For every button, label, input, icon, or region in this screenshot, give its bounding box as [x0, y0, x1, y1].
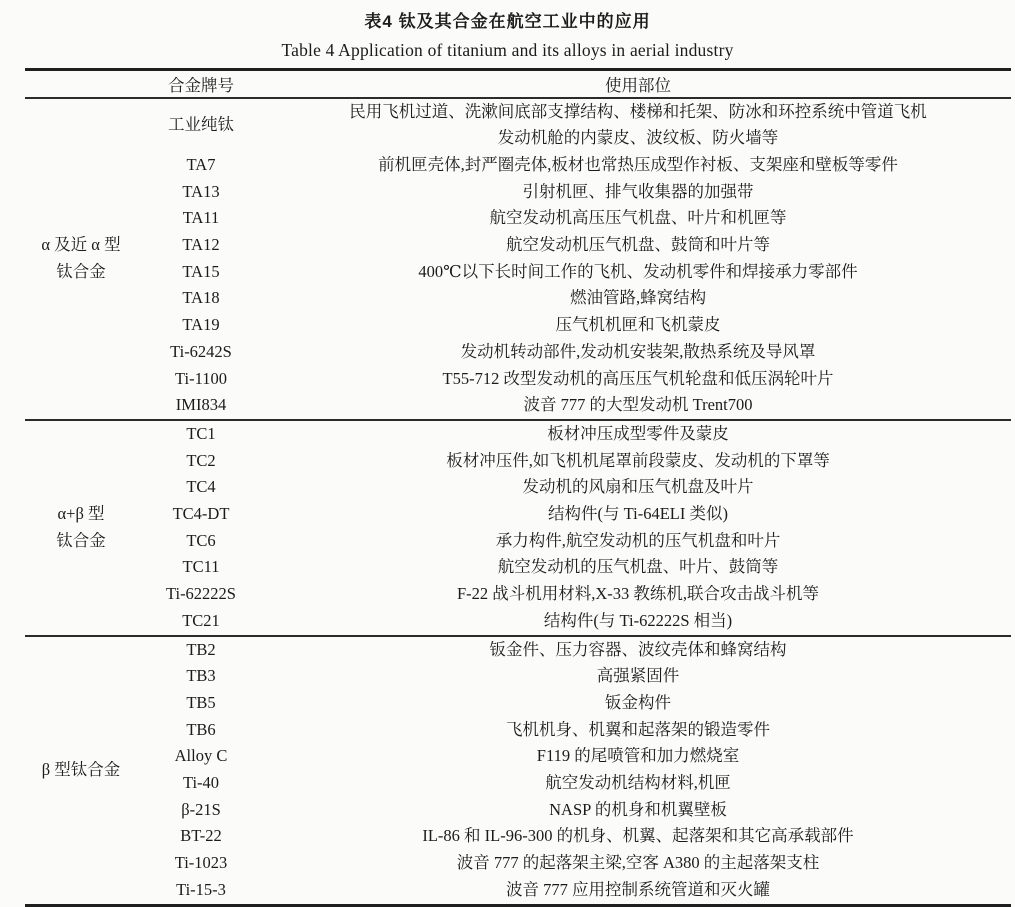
- usage-cell: 压气机机匣和飞机蒙皮: [555, 315, 721, 335]
- alloy-grade-cell: Ti-40: [182, 773, 220, 793]
- alloy-grade-cell: TC11: [182, 557, 220, 577]
- usage-cell: 飞机机身、机翼和起落架的锻造零件: [506, 719, 770, 739]
- usage-cell: 航空发动机的压气机盘、叶片、鼓筒等: [497, 557, 779, 577]
- table-row: [25, 232, 1011, 259]
- usage-cell: 航空发动机压气机盘、鼓筒和叶片等: [506, 234, 770, 254]
- table-row: [25, 528, 1011, 555]
- alloy-grade-cell: TB6: [186, 719, 216, 739]
- table-title-chinese: 表4 钛及其合金在航空工业中的应用: [364, 12, 651, 31]
- table-row: [25, 690, 1011, 717]
- alloy-grade-cell: Ti-6242S: [170, 341, 232, 361]
- alloy-grade-cell: TA19: [182, 315, 220, 335]
- alloy-grade-cell: 工业纯钛: [168, 114, 234, 134]
- usage-cell: 400℃以下长时间工作的飞机、发动机零件和焊接承力零部件: [418, 261, 858, 281]
- col-header-usage: 使用部位: [265, 70, 1011, 98]
- alloy-grade-cell: Ti-1100: [175, 368, 227, 388]
- alloy-grade-cell: TC21: [137, 608, 265, 636]
- usage-cell: 发动机的风扇和压气机盘及叶片: [522, 477, 754, 497]
- table-row: [25, 823, 1011, 850]
- alloy-grade-cell: TC1: [186, 423, 216, 443]
- table-row: [25, 474, 1011, 501]
- alloy-grade-cell: TC6: [186, 530, 216, 550]
- table-row: [25, 636, 1011, 664]
- usage-cell: 结构件(与 Ti-64ELI 类似): [548, 504, 728, 524]
- table-row: [25, 179, 1011, 206]
- alloy-grade-cell: IMI834: [137, 392, 265, 420]
- usage-cell: 承力构件,航空发动机的压气机盘和叶片: [495, 530, 781, 550]
- usage-cell: 民用飞机过道、洗漱间底部支撑结构、楼梯和托架、防冰和环控系统中管道飞机 发动机舱的内蒙皮、波纹板、防火墙等: [349, 101, 927, 148]
- category-cell: α+β 型 钛合金: [25, 420, 137, 636]
- category-cell: β 型钛合金: [41, 759, 121, 779]
- usage-cell: 发动机转动部件,发动机安装架,散热系统及导风罩: [460, 341, 816, 361]
- alloy-grade-cell: Ti-62222S: [165, 584, 236, 604]
- usage-cell: 板材冲压件,如飞机机尾罩前段蒙皮、发动机的下罩等: [446, 450, 830, 470]
- usage-cell: 前机匣壳体,封严圈壳体,板材也常热压成型作衬板、支架座和壁板等零件: [378, 154, 898, 174]
- usage-cell: NASP 的机身和机翼壁板: [549, 799, 727, 819]
- alloy-grade-cell: TA13: [182, 181, 220, 201]
- alloy-grade-cell: TC2: [186, 450, 216, 470]
- table-row: [25, 663, 1011, 690]
- table-row: [25, 366, 1011, 393]
- table-row: [25, 259, 1011, 286]
- table-row: [25, 205, 1011, 232]
- alloy-grade-cell: β-21S: [181, 799, 221, 819]
- usage-cell: 波音 777 应用控制系统管道和灭火罐: [506, 879, 770, 899]
- usage-cell: T55-712 改型发动机的高压压气机轮盘和低压涡轮叶片: [442, 368, 834, 388]
- titanium-alloy-application-table: [25, 68, 1011, 907]
- table-row: [25, 420, 1011, 448]
- usage-cell: 引射机匣、排气收集器的加强带: [522, 181, 754, 201]
- usage-cell: 波音 777 的起落架主梁,空客 A380 的主起落架支柱: [456, 853, 820, 873]
- alloy-grade-cell: TA7: [186, 154, 216, 174]
- alloy-grade-cell: TB2: [186, 639, 216, 659]
- col-header-alloy-grade: 合金牌号: [137, 70, 265, 98]
- alloy-grade-cell: TC4: [186, 477, 216, 497]
- table-row: [25, 581, 1011, 608]
- alloy-grade-cell: TA15: [182, 261, 220, 281]
- table-row: [25, 797, 1011, 824]
- table-row: [25, 850, 1011, 877]
- table-row: [25, 877, 1011, 905]
- usage-cell: 结构件(与 Ti-62222S 相当): [265, 608, 1011, 636]
- usage-cell: 板材冲压成型零件及蒙皮: [547, 423, 729, 443]
- alloy-grade-cell: TA18: [182, 288, 220, 308]
- usage-cell: F-22 战斗机用材料,X-33 教练机,联合攻击战斗机等: [456, 584, 820, 604]
- table-row: [25, 743, 1011, 770]
- table-row: [25, 608, 1011, 636]
- usage-cell: 航空发动机结构材料,机匣: [545, 773, 731, 793]
- table-body: [25, 98, 1011, 906]
- table-row: [25, 152, 1011, 179]
- table-row: [25, 717, 1011, 744]
- usage-cell: 波音 777 的大型发动机 Trent700: [265, 392, 1011, 420]
- alloy-grade-cell: TC4-DT: [172, 504, 230, 524]
- alloy-grade-cell: TA12: [182, 234, 220, 254]
- usage-cell: 航空发动机高压压气机盘、叶片和机匣等: [489, 208, 787, 228]
- table-caption: [0, 0, 1015, 61]
- table-row: [25, 501, 1011, 528]
- table-row: [25, 339, 1011, 366]
- usage-cell: 燃油管路,蜂窝结构: [569, 288, 707, 308]
- table-row: [25, 285, 1011, 312]
- usage-cell: IL-86 和 IL-96-300 的机身、机翼、起落架和其它高承载部件: [422, 826, 854, 846]
- alloy-grade-cell: BT-22: [180, 826, 222, 846]
- table-header-row: [25, 70, 1011, 98]
- alloy-grade-cell: Alloy C: [174, 746, 228, 766]
- col-header-category: [25, 70, 137, 98]
- table-row: [25, 554, 1011, 581]
- table-row: [25, 448, 1011, 475]
- usage-cell: F119 的尾喷管和加力燃烧室: [536, 746, 740, 766]
- usage-cell: 钣金构件: [605, 692, 671, 712]
- table-row: [25, 98, 1011, 152]
- alloy-grade-cell: TA11: [182, 208, 220, 228]
- usage-cell: 钣金件、压力容器、波纹壳体和蜂窝结构: [489, 639, 787, 659]
- alloy-grade-cell: TB3: [186, 666, 216, 686]
- table-title-english: Table 4 Application of titanium and its alloys in aerial industry: [281, 40, 734, 60]
- category-cell: α 及近 α 型 钛合金: [25, 98, 137, 420]
- table-row: [25, 770, 1011, 797]
- table-row: [25, 392, 1011, 420]
- table-row: [25, 312, 1011, 339]
- alloy-grade-cell: Ti-15-3: [176, 879, 226, 899]
- alloy-grade-cell: TB5: [186, 692, 216, 712]
- alloy-grade-cell: Ti-1023: [174, 853, 228, 873]
- usage-cell: 高强紧固件: [596, 666, 680, 686]
